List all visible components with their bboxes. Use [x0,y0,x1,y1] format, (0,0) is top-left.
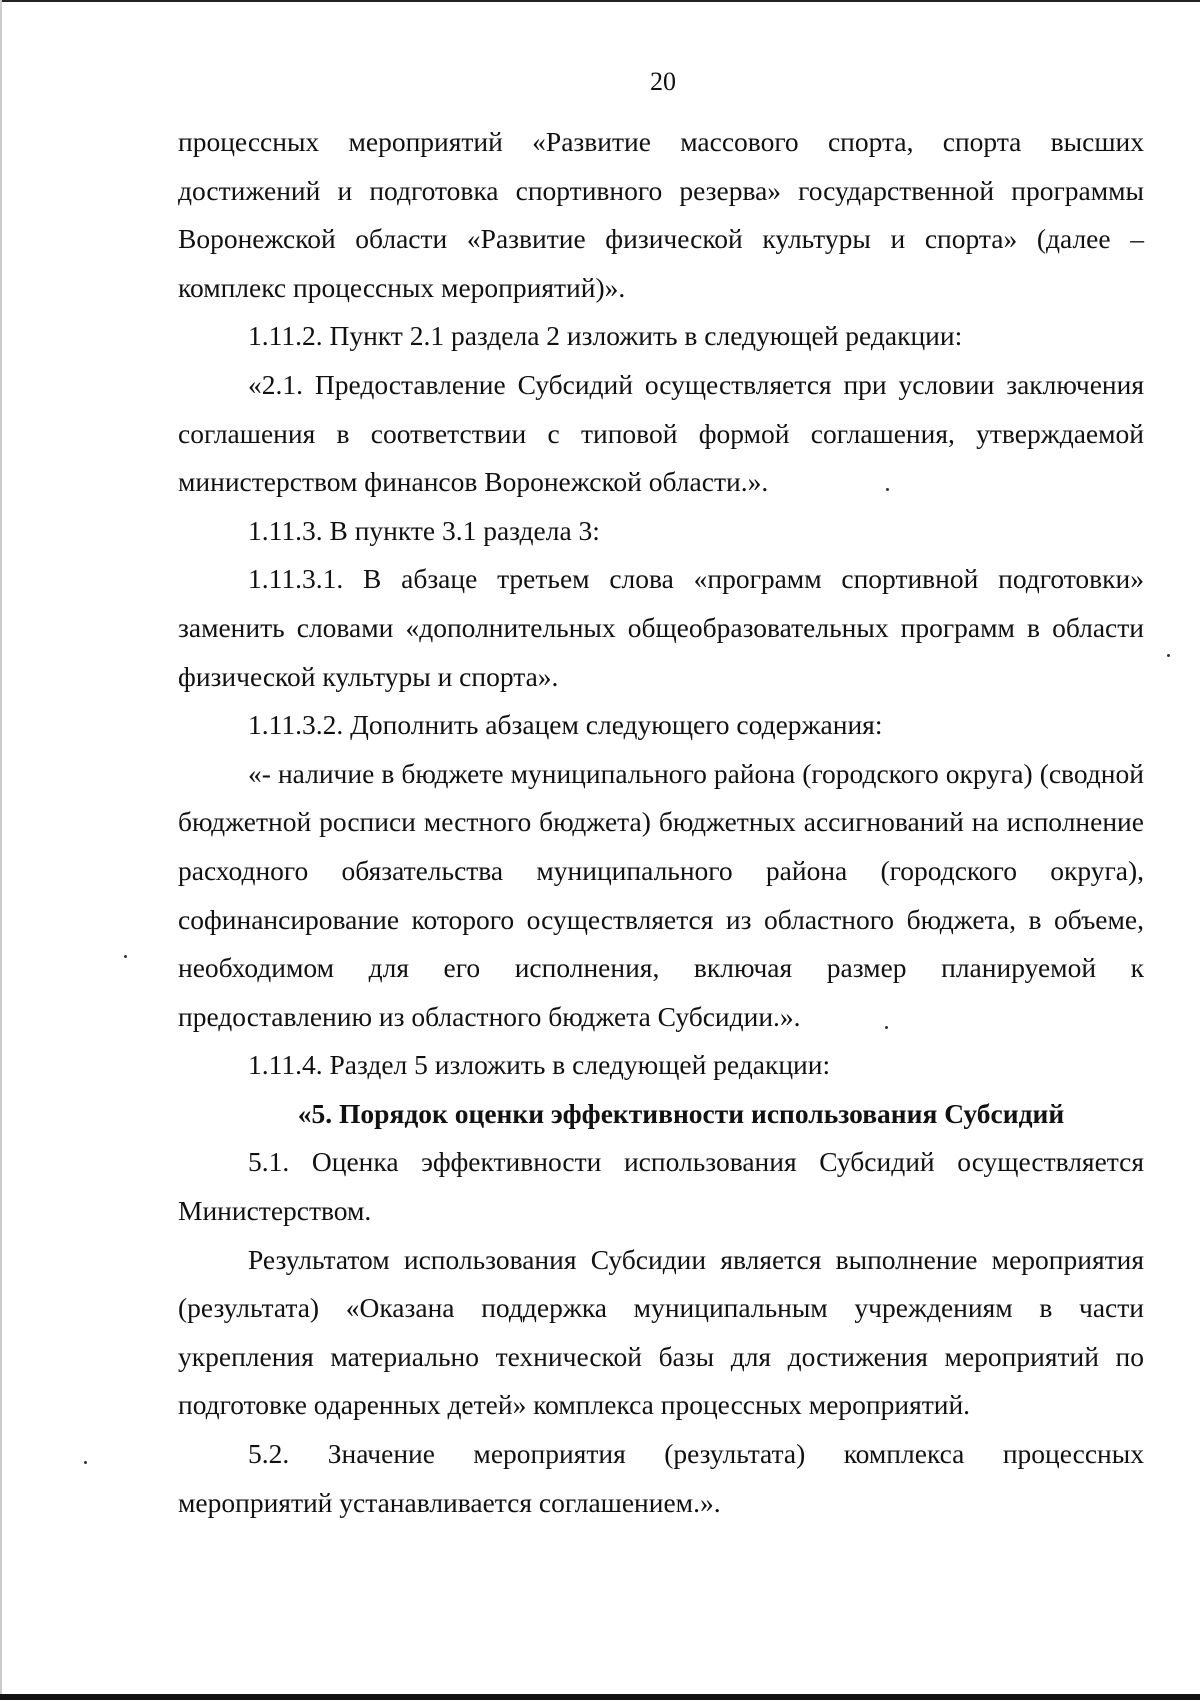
scan-speck [1167,654,1170,657]
paragraph-added-clause: «- наличие в бюджете муниципального района (городского округа) (сводной бюджетной росписи местного бюджета) бюджетных ассигнований на исполнение расходного обязательства муниципального района (городского округа), софинансирование которого осуществляется из областного бюджета, в объеме, необходимом для его исполнения, включая размер планируемой к предоставлению из областного бюджета Субсидии.». [178,757,1144,1032]
paragraph-item-1-11-2: 1.11.2. Пункт 2.1 раздела 2 изложить в следующей редакции: [248,320,963,352]
paragraph-clause-2-1: «2.1. Предоставление Субсидий осуществляется при условии заключения соглашения в соответствии с типовой формой соглашения, утверждаемой министерством финансов Воронежской области.». [178,368,1144,498]
paragraph-clause-5-2: 5.2. Значение мероприятия (результата) комплекса процессных мероприятий устанавливается соглашением.». [178,1438,1144,1518]
page-number: 20 [650,67,676,96]
section-heading: «5. Порядок оценки эффективности использования Субсидий [297,1097,1065,1129]
paragraph-item-1-11-3-1: 1.11.3.1. В абзаце третьем слова «программ спортивной подготовки» заменить словами «дополнительных общеобразовательных программ в области физической культуры и спорта». [178,563,1144,692]
paragraph-result: Результатом использования Субсидии является выполнение мероприятия (результата) «Оказана поддержка муниципальным учреждениям в части укрепления материально технической базы для достижения мероприятий по подготовке одаренных детей» комплекса процессных мероприятий. [178,1243,1144,1421]
scan-border-top [0,0,1200,2]
scan-speck [886,488,889,491]
paragraph-item-1-11-3: 1.11.3. В пункте 3.1 раздела 3: [248,514,600,546]
document-body [178,118,1144,1527]
paragraph-item-1-11-3-2: 1.11.3.2. Дополнить абзацем следующего содержания: [248,709,883,741]
scan-border-bottom [0,1694,1200,1700]
scan-border-left [0,0,2,1700]
scan-speck [84,1461,87,1464]
paragraph-continuation: процессных мероприятий «Развитие массового спорта, спорта высших достижений и подготовка спортивного резерва» государственной программы Воронежской области «Развитие физической культуры и спорта» (далее – комплекс процессных мероприятий)». [178,126,1144,303]
scan-speck [124,955,127,958]
scan-speck [885,1026,888,1029]
paragraph-item-1-11-4: 1.11.4. Раздел 5 изложить в следующей редакции: [248,1049,831,1081]
paragraph-clause-5-1: 5.1. Оценка эффективности использования Субсидий осуществляется Министерством. [178,1146,1144,1227]
